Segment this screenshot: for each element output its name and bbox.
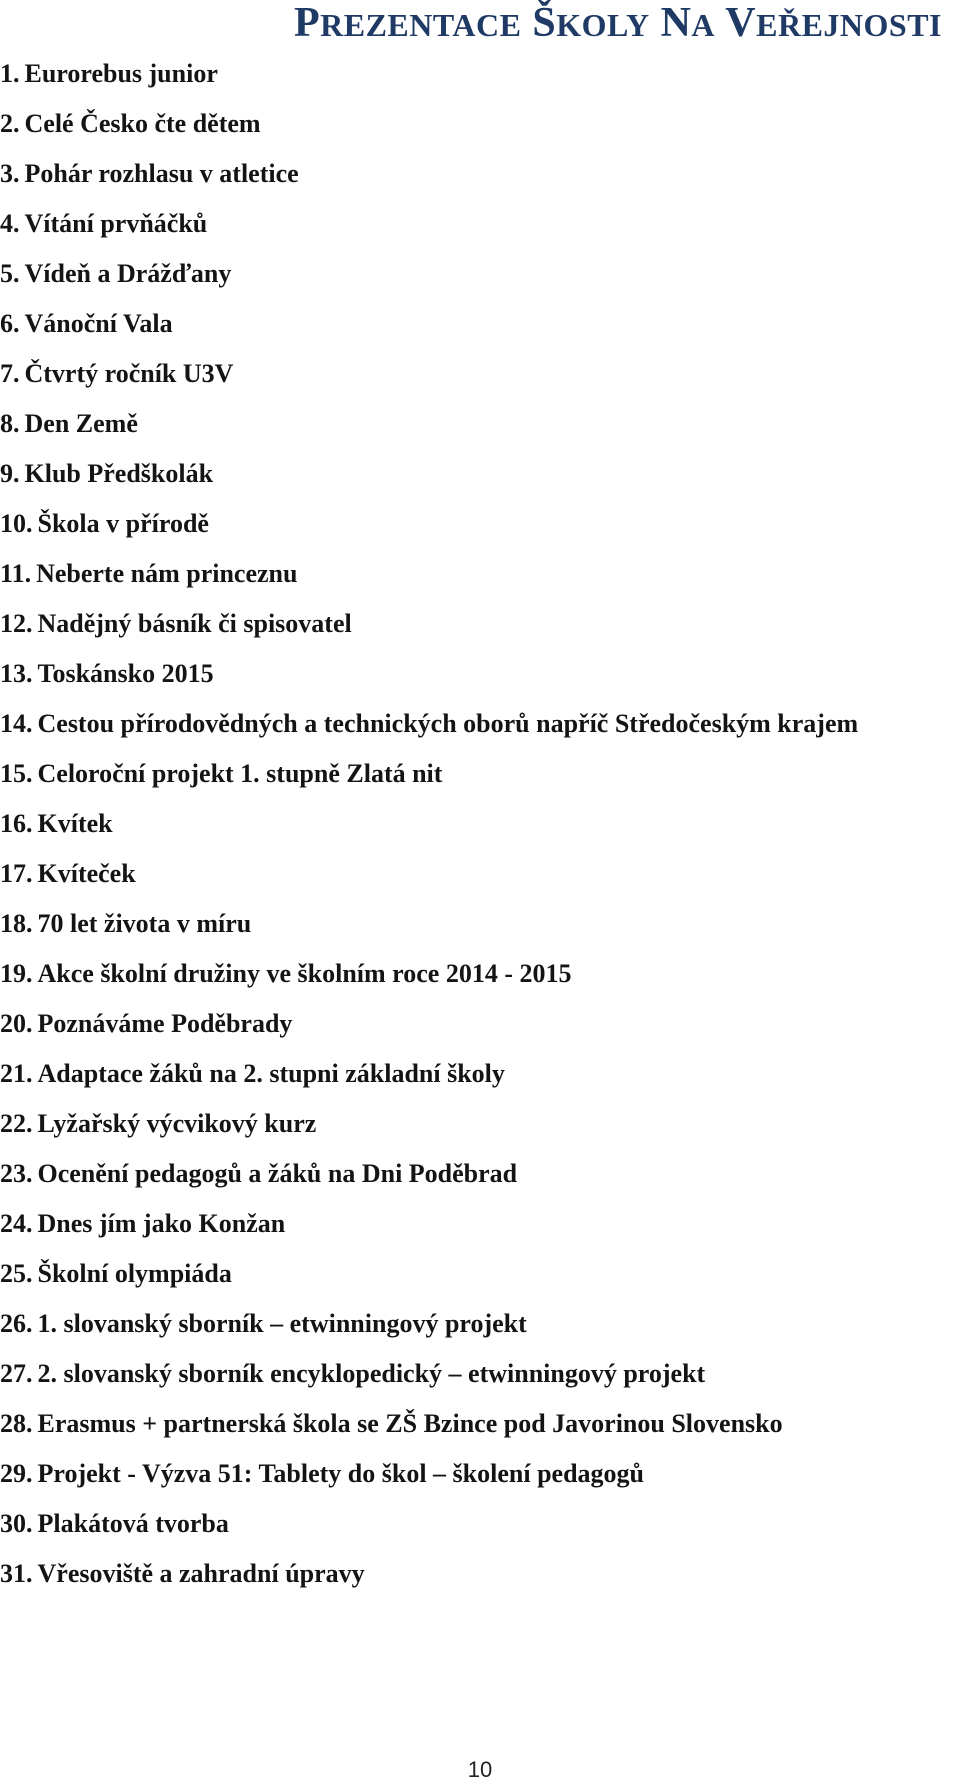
list-item-label: Vítání prvňáčků: [24, 209, 208, 238]
list-item-number: 23.: [0, 1159, 33, 1188]
list-item-number: 20.: [0, 1009, 33, 1038]
list-item: [0, 199, 858, 249]
list-item-label: 1. slovanský sborník – etwinningový projekt: [37, 1309, 527, 1338]
list-item-number: 11.: [0, 559, 32, 588]
list-item: [0, 649, 858, 699]
list-item-label: Den Země: [24, 409, 138, 438]
list-item-number: 12.: [0, 609, 33, 638]
list-item: [0, 399, 858, 449]
list-item: [0, 599, 858, 649]
list-item-number: 3.: [0, 159, 20, 188]
list-item-number: 29.: [0, 1459, 33, 1488]
list-item-number: 24.: [0, 1209, 33, 1238]
list-item: [0, 499, 858, 549]
list-item-label: Vřesoviště a zahradní úpravy: [37, 1559, 365, 1588]
list-item: [0, 899, 858, 949]
list-item-label: Plakátová tvorba: [37, 1509, 229, 1538]
list-item: [0, 149, 858, 199]
list-item-number: 4.: [0, 209, 20, 238]
list-item-label: Vídeň a Drážďany: [24, 259, 232, 288]
list-item-label: Erasmus + partnerská škola se ZŠ Bzince pod Javorinou Slovensko: [37, 1409, 783, 1438]
list-item: [0, 849, 858, 899]
list-item-label: Škola v přírodě: [37, 509, 209, 538]
page-title: [294, 0, 942, 48]
list-item-label: Školní olympiáda: [37, 1259, 232, 1288]
list-item: [0, 1249, 858, 1299]
list-item: [0, 1299, 858, 1349]
list-item: [0, 49, 858, 99]
list-item-label: Klub Předškolák: [24, 459, 214, 488]
list-item: [0, 249, 858, 299]
list-item-label: 2. slovanský sborník encyklopedický – etwinningový projekt: [37, 1359, 706, 1388]
list-item: [0, 1099, 858, 1149]
list-item-label: Eurorebus junior: [24, 59, 218, 88]
list-item: [0, 449, 858, 499]
list-item: [0, 749, 858, 799]
list-item-number: 19.: [0, 959, 33, 988]
list-item-number: 28.: [0, 1409, 33, 1438]
list-item-label: Adaptace žáků na 2. stupni základní školy: [37, 1059, 505, 1088]
list-item-label: Nadějný básník či spisovatel: [37, 609, 352, 638]
list-item: [0, 299, 858, 349]
list-item-number: 21.: [0, 1059, 33, 1088]
list-item-number: 1.: [0, 59, 20, 88]
list-item: [0, 1049, 858, 1099]
list-item-number: 6.: [0, 309, 20, 338]
list-item-label: Dnes jím jako Konžan: [37, 1209, 286, 1238]
list-item: [0, 1549, 858, 1599]
list-item: [0, 1199, 858, 1249]
list-item-number: 7.: [0, 359, 20, 388]
page-number: 10: [467, 1757, 493, 1782]
page-title-text: PREZENTACE ŠKOLY NA VEŘEJNOSTI: [293, 0, 942, 46]
list-item-label: Lyžařský výcvikový kurz: [37, 1109, 317, 1138]
list-item-number: 5.: [0, 259, 20, 288]
list-item: [0, 699, 858, 749]
list-item: [0, 99, 858, 149]
list-item-number: 16.: [0, 809, 33, 838]
list-item-label: Kvíteček: [37, 859, 136, 888]
list-item-label: Čtvrtý ročník U3V: [24, 359, 234, 388]
list-item-label: Projekt - Výzva 51: Tablety do škol – školení pedagogů: [37, 1459, 645, 1488]
list-item-label: Vánoční Vala: [24, 309, 173, 338]
list-item-label: Celoroční projekt 1. stupně Zlatá nit: [37, 759, 443, 788]
list-item: [0, 949, 858, 999]
list-item: [0, 1149, 858, 1199]
list-item-number: 13.: [0, 659, 33, 688]
list-item-number: 14.: [0, 709, 33, 738]
list-item-number: 22.: [0, 1109, 33, 1138]
list-item-label: 70 let života v míru: [37, 909, 252, 938]
list-item: [0, 549, 858, 599]
list-item-number: 17.: [0, 859, 33, 888]
list-item-number: 27.: [0, 1359, 33, 1388]
list-item-label: Pohár rozhlasu v atletice: [24, 159, 299, 188]
list-item-number: 30.: [0, 1509, 33, 1538]
list-item: [0, 1399, 858, 1449]
list-item: [0, 1499, 858, 1549]
list-item-label: Cestou přírodovědných a technických oborů napříč Středočeským krajem: [37, 709, 859, 738]
list-item-number: 10.: [0, 509, 33, 538]
list-item-number: 8.: [0, 409, 20, 438]
list-item-label: Kvítek: [37, 809, 113, 838]
list-item-label: Toskánsko 2015: [37, 659, 214, 688]
event-list: [0, 49, 858, 1599]
list-item: [0, 1449, 858, 1499]
list-item-number: 9.: [0, 459, 20, 488]
list-item-label: Ocenění pedagogů a žáků na Dni Poděbrad: [37, 1159, 518, 1188]
list-item-label: Akce školní družiny ve školním roce 2014 - 2015: [37, 959, 572, 988]
list-item: [0, 999, 858, 1049]
list-item-label: Neberte nám princeznu: [36, 559, 298, 588]
list-item-number: 31.: [0, 1559, 33, 1588]
list-item: [0, 349, 858, 399]
list-item: [0, 1349, 858, 1399]
list-item-number: 18.: [0, 909, 33, 938]
list-item: [0, 799, 858, 849]
list-item-number: 2.: [0, 109, 20, 138]
list-item-label: Celé Česko čte dětem: [24, 109, 261, 138]
list-item-number: 25.: [0, 1259, 33, 1288]
list-item-label: Poznáváme Poděbrady: [37, 1009, 293, 1038]
list-item-number: 15.: [0, 759, 33, 788]
list-item-number: 26.: [0, 1309, 33, 1338]
